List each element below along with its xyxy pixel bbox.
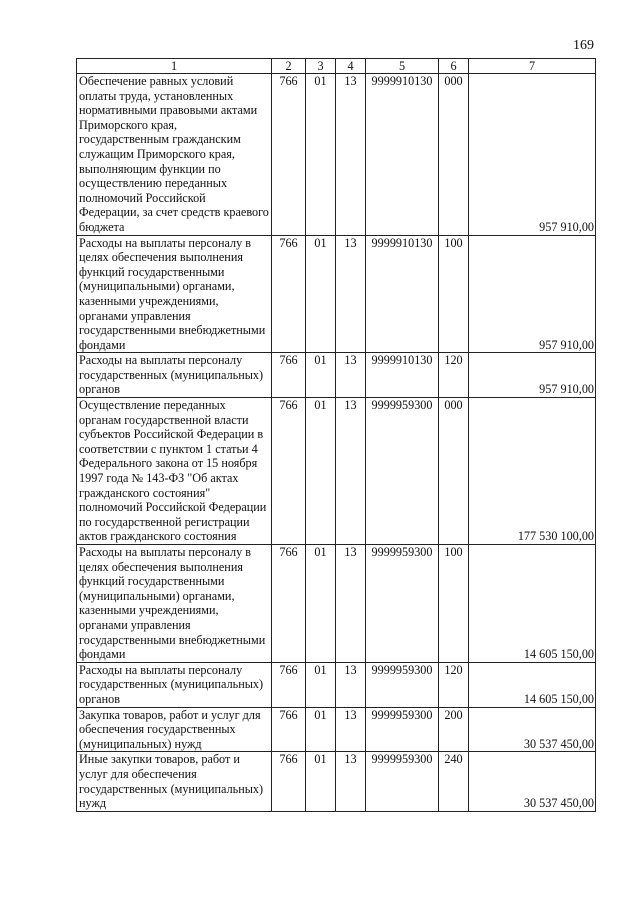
row-col4: 13 — [336, 707, 366, 752]
row-col6: 120 — [439, 353, 469, 398]
header-cell: 3 — [306, 59, 336, 74]
table-row — [77, 74, 596, 236]
header-cell: 5 — [366, 59, 439, 74]
row-col5: 9999959300 — [366, 707, 439, 752]
row-col5: 9999959300 — [366, 398, 439, 545]
row-col3: 01 — [306, 235, 336, 353]
table-row — [77, 662, 596, 707]
row-sum: 30 537 450,00 — [469, 752, 596, 811]
table-row — [77, 235, 596, 353]
row-col5: 9999959300 — [366, 662, 439, 707]
table-row — [77, 752, 596, 811]
row-name: Иные закупки товаров, работ и услуг для обеспечения государственных (муниципальных) нужд — [77, 752, 272, 811]
row-col2: 766 — [272, 707, 306, 752]
table-row — [77, 545, 596, 663]
row-col6: 120 — [439, 662, 469, 707]
row-col6: 000 — [439, 74, 469, 236]
table-row — [77, 353, 596, 398]
row-col4: 13 — [336, 235, 366, 353]
row-col6: 000 — [439, 398, 469, 545]
row-col2: 766 — [272, 398, 306, 545]
row-col3: 01 — [306, 545, 336, 663]
header-cell: 2 — [272, 59, 306, 74]
table-row — [77, 707, 596, 752]
row-col3: 01 — [306, 707, 336, 752]
row-sum: 14 605 150,00 — [469, 545, 596, 663]
row-col5: 9999910130 — [366, 353, 439, 398]
row-col4: 13 — [336, 353, 366, 398]
row-col2: 766 — [272, 235, 306, 353]
row-col5: 9999910130 — [366, 235, 439, 353]
header-cell: 6 — [439, 59, 469, 74]
row-sum: 177 530 100,00 — [469, 398, 596, 545]
budget-table — [76, 58, 596, 812]
row-col6: 240 — [439, 752, 469, 811]
header-cell: 7 — [469, 59, 596, 74]
row-col6: 100 — [439, 235, 469, 353]
row-col6: 100 — [439, 545, 469, 663]
row-col4: 13 — [336, 752, 366, 811]
row-col2: 766 — [272, 545, 306, 663]
row-name: Осуществление переданных органам государственной власти субъектов Российской Федерации в соответствии с пунктом 1 статьи 4 Федерального закона от 15 ноября 1997 года № 143-ФЗ "Об актах гражданского состояния" полномочий Российской Федерации по государственной регистрации актов гражданского состояния — [77, 398, 272, 545]
row-col5: 9999959300 — [366, 752, 439, 811]
row-col3: 01 — [306, 353, 336, 398]
row-col3: 01 — [306, 74, 336, 236]
row-col4: 13 — [336, 662, 366, 707]
row-col3: 01 — [306, 398, 336, 545]
page-number: 169 — [573, 38, 594, 53]
row-name: Обеспечение равных условий оплаты труда, установленных нормативными правовыми актами Приморского края, государственным гражданским служащим Приморского края, выполняющим функции по осуществлению переданных полномочий Российской Федерации, за счет средств краевого бюджета — [77, 74, 272, 236]
row-col4: 13 — [336, 545, 366, 663]
row-name: Расходы на выплаты персоналу государственных (муниципальных) органов — [77, 662, 272, 707]
row-name: Расходы на выплаты персоналу государственных (муниципальных) органов — [77, 353, 272, 398]
row-col3: 01 — [306, 662, 336, 707]
table-header-row — [77, 59, 596, 74]
row-name: Расходы на выплаты персоналу в целях обеспечения выполнения функций государственными (муниципальными) органами, казенными учреждениями, органами управления государственными внебюджетными фондами — [77, 545, 272, 663]
row-col5: 9999910130 — [366, 74, 439, 236]
row-col2: 766 — [272, 752, 306, 811]
row-col2: 766 — [272, 74, 306, 236]
row-col5: 9999959300 — [366, 545, 439, 663]
row-col6: 200 — [439, 707, 469, 752]
table-row — [77, 398, 596, 545]
row-col4: 13 — [336, 398, 366, 545]
row-col3: 01 — [306, 752, 336, 811]
row-name: Закупка товаров, работ и услуг для обеспечения государственных (муниципальных) нужд — [77, 707, 272, 752]
row-sum: 14 605 150,00 — [469, 662, 596, 707]
header-cell: 4 — [336, 59, 366, 74]
row-sum: 957 910,00 — [469, 353, 596, 398]
row-sum: 957 910,00 — [469, 74, 596, 236]
row-sum: 957 910,00 — [469, 235, 596, 353]
row-col4: 13 — [336, 74, 366, 236]
row-name: Расходы на выплаты персоналу в целях обеспечения выполнения функций государственными (муниципальными) органами, казенными учреждениями, органами управления государственными внебюджетными фондами — [77, 235, 272, 353]
row-sum: 30 537 450,00 — [469, 707, 596, 752]
row-col2: 766 — [272, 662, 306, 707]
header-cell: 1 — [77, 59, 272, 74]
row-col2: 766 — [272, 353, 306, 398]
